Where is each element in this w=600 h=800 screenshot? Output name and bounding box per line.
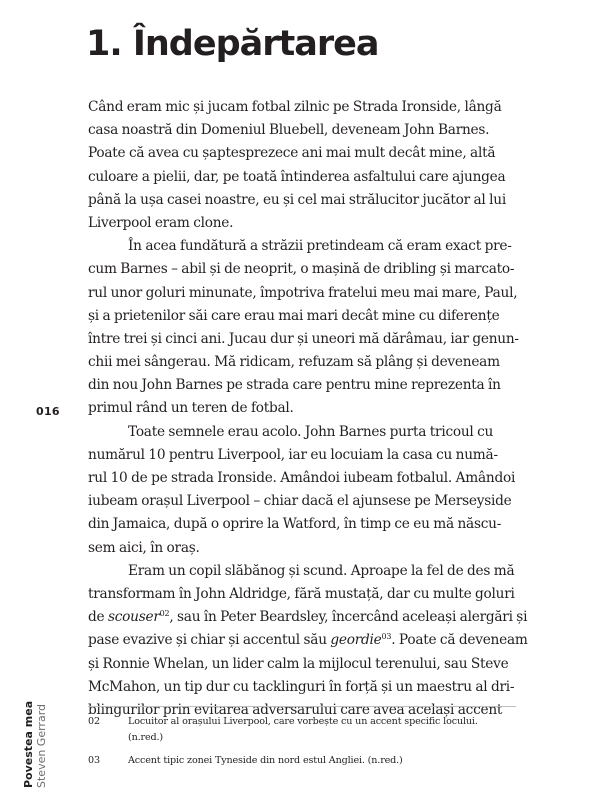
footnote-number: 03	[88, 755, 100, 766]
page-number: 016	[36, 405, 60, 418]
text-line: Eram un copil slăbănog și scund. Aproape la fel de des mă	[128, 562, 515, 579]
text-run: de	[88, 609, 108, 626]
italic-term: geordie	[330, 632, 382, 649]
text-line: iubeam orașul Liverpool – chiar dacă el ajunsese pe Merseyside	[88, 493, 512, 510]
chapter-title: 1. Îndepărtarea	[86, 24, 379, 64]
text-line: rul unor goluri minunate, împotriva fratelui meu mai mare, Paul,	[88, 284, 518, 301]
footnote-reference[interactable]: 03	[381, 632, 392, 642]
footnote-text: (n.red.)	[128, 732, 163, 743]
text-line: rul 10 de pe strada Ironside. Amândoi iubeam fotbalul. Amândoi	[88, 470, 516, 486]
footnote-text: Locuitor al orașului Liverpool, care vorbește cu un accent specific locului.	[128, 716, 478, 727]
text-line: și a prietenilor săi care erau mai mari decât mine cu diferențe	[88, 307, 500, 324]
italic-term: scouser	[107, 609, 160, 626]
text-line: chii mei sângerau. Mă ridicam, refuzam să plâng și deveneam	[88, 354, 500, 371]
text-line	[88, 606, 528, 629]
text-line: din nou John Barnes pe strada care pentru mine reprezenta în	[88, 377, 501, 394]
text-line: culoare a pielii, dar, pe toată întinderea asfaltului care ajungea	[88, 168, 506, 185]
footnote-text: Accent tipic zonei Tyneside din nord estul Angliei. (n.red.)	[128, 755, 403, 766]
footnote-reference[interactable]: 02	[159, 609, 170, 619]
footnotes	[88, 714, 516, 776]
text-run: . Poate că deveneam	[391, 632, 528, 649]
text-run: , sau în Peter Beardsley, încercând aceleași alergări și	[169, 609, 528, 626]
text-line: Când eram mic și jucam fotbal zilnic pe Strada Ironside, lângă	[88, 99, 502, 115]
text-line: primul rând un teren de fotbal.	[88, 400, 294, 417]
text-line: și Ronnie Whelan, un lider calm la mijlocul terenului, sau Steve	[88, 655, 509, 672]
text-line: casa noastră din Domeniul Bluebell, deveneam John Barnes.	[88, 122, 490, 139]
footnote-item	[88, 714, 516, 746]
book-title: Povestea mea	[22, 700, 35, 788]
book-author: Steven Gerrard	[35, 703, 48, 788]
footnote-divider	[88, 706, 516, 707]
text-line: transformam în John Aldridge, fără mustață, dar cu multe goluri	[88, 585, 515, 602]
text-line: numărul 10 pentru Liverpool, iar eu locuiam la casa cu numă-	[88, 446, 498, 463]
text-line: În acea fundătură a străzii pretindeam că eram exact pre-	[128, 238, 512, 255]
text-line: Poate că avea cu șaptesprezece ani mai mult decât mine, altă	[88, 145, 496, 162]
body-text	[88, 96, 528, 722]
footnote-number: 02	[88, 716, 100, 727]
text-line: Toate semnele erau acolo. John Barnes purta tricoul cu	[128, 423, 494, 440]
running-head	[22, 638, 48, 788]
text-run: pase evazive și chiar și accentul său	[88, 632, 331, 649]
text-line: până la ușa casei noastre, eu și cel mai strălucitor jucător al lui	[88, 191, 506, 208]
text-line: între trei și cinci ani. Jucau dur și uneori mă dărâmau, iar genun-	[88, 330, 519, 347]
text-line: cum Barnes – abil și de neoprit, o mașină de dribling și marcato-	[88, 261, 515, 278]
text-line: din Jamaica, după o oprire la Watford, în timp ce eu mă născu-	[88, 516, 502, 533]
text-line	[88, 629, 528, 652]
text-line: McMahon, un tip dur cu tacklinguri în forță și un maestru al dri-	[88, 678, 515, 695]
text-line: blingurilor prin evitarea adversarului care avea același accent	[88, 701, 503, 718]
text-line: sem aici, în oraș.	[88, 539, 200, 556]
text-line: Liverpool eram clone.	[88, 214, 234, 231]
footnote-item	[88, 753, 516, 769]
